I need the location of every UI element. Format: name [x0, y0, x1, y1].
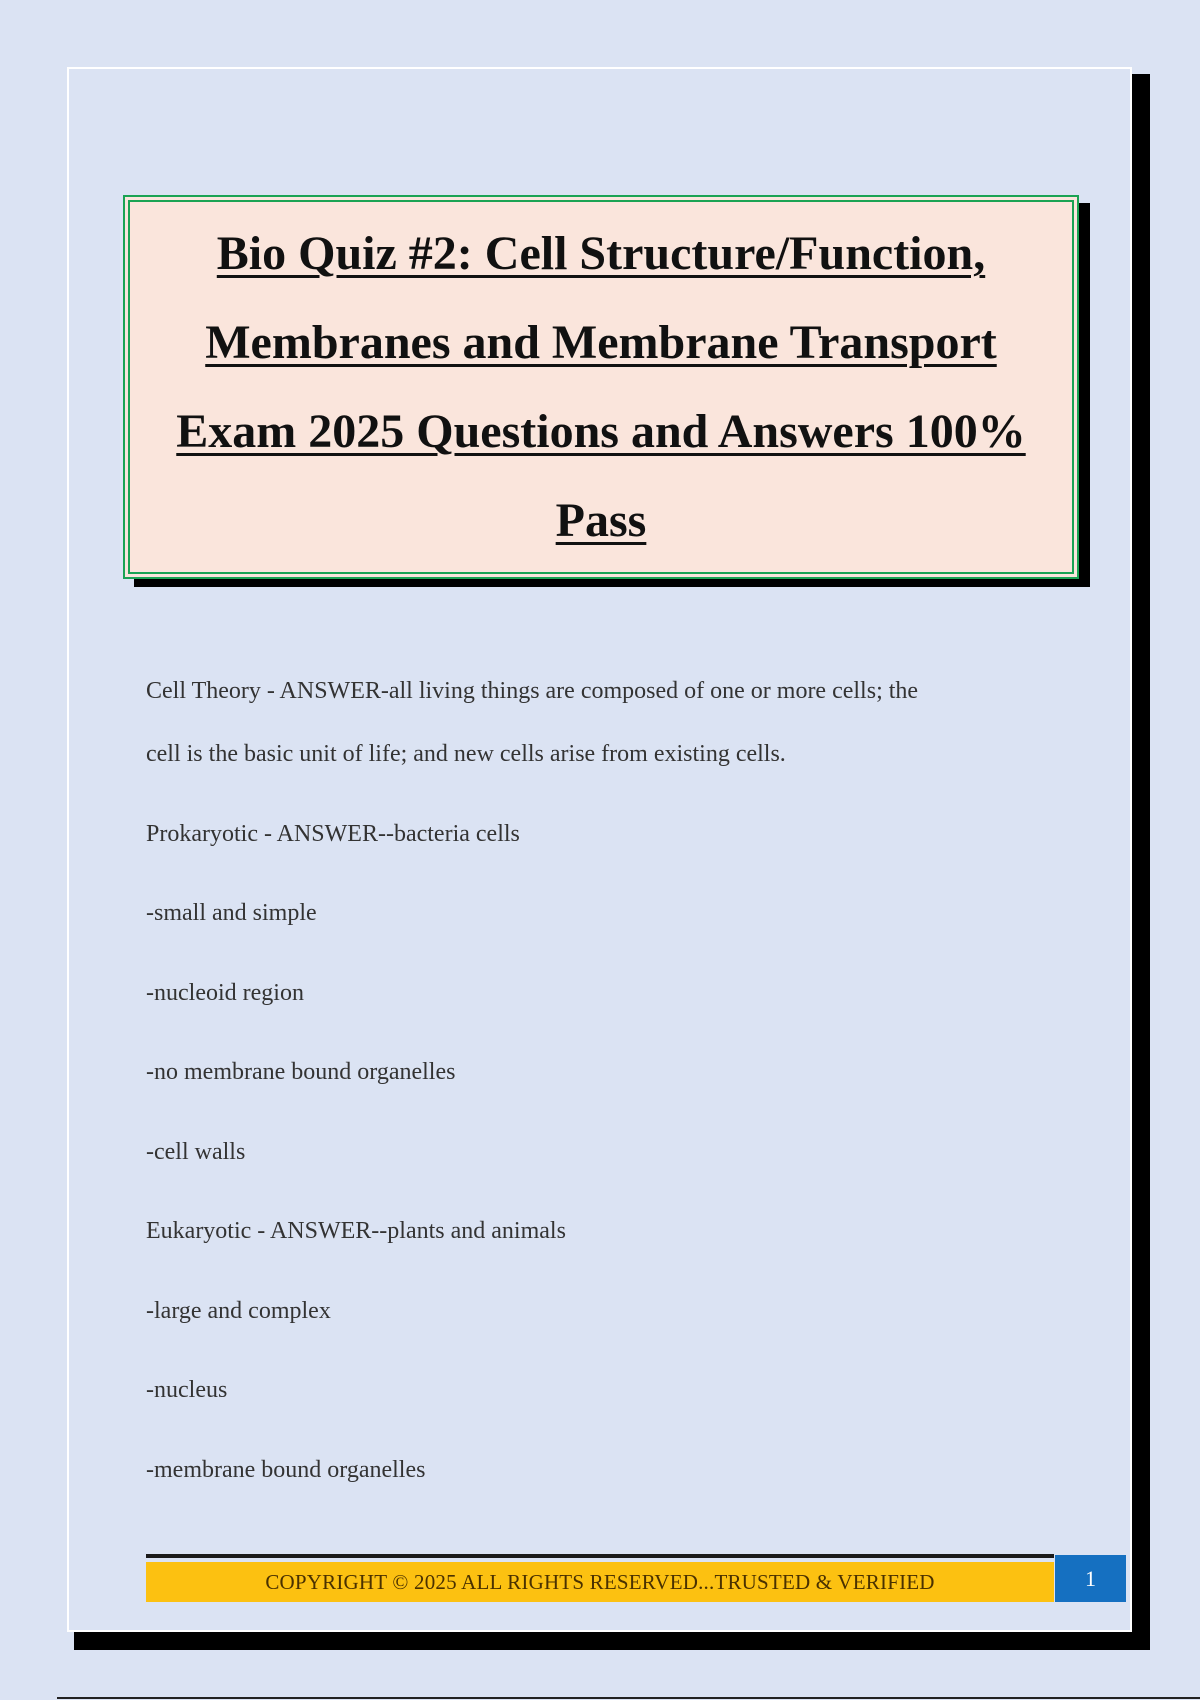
document-title: Bio Quiz #2: Cell Structure/Function, Membranes and Membrane Transport Exam 2025 Questions and Answers 100% Pass [176, 227, 1026, 547]
body-line: -large and complex [146, 1298, 331, 1324]
bottom-rule [57, 1697, 1200, 1699]
body-line: -small and simple [146, 900, 317, 926]
body-line: Prokaryotic - ANSWER--bacteria cells [146, 821, 520, 847]
body-line: -nucleoid region [146, 980, 304, 1006]
body-line: Eukaryotic - ANSWER--plants and animals [146, 1218, 566, 1244]
body-line: Cell Theory - ANSWER-all living things are composed of one or more cells; the [146, 678, 919, 704]
body-line: -no membrane bound organelles [146, 1059, 456, 1085]
body-line: -cell walls [146, 1139, 246, 1165]
title-box [123, 195, 1079, 579]
body-line: cell is the basic unit of life; and new cells arise from existing cells. [146, 741, 786, 767]
footer-rule [146, 1554, 1054, 1558]
body-line: -nucleus [146, 1377, 228, 1403]
footer-copyright: COPYRIGHT © 2025 ALL RIGHTS RESERVED...TRUSTED & VERIFIED [146, 1562, 1054, 1602]
page-number: 1 [1055, 1555, 1126, 1602]
body-line: -membrane bound organelles [146, 1457, 426, 1483]
